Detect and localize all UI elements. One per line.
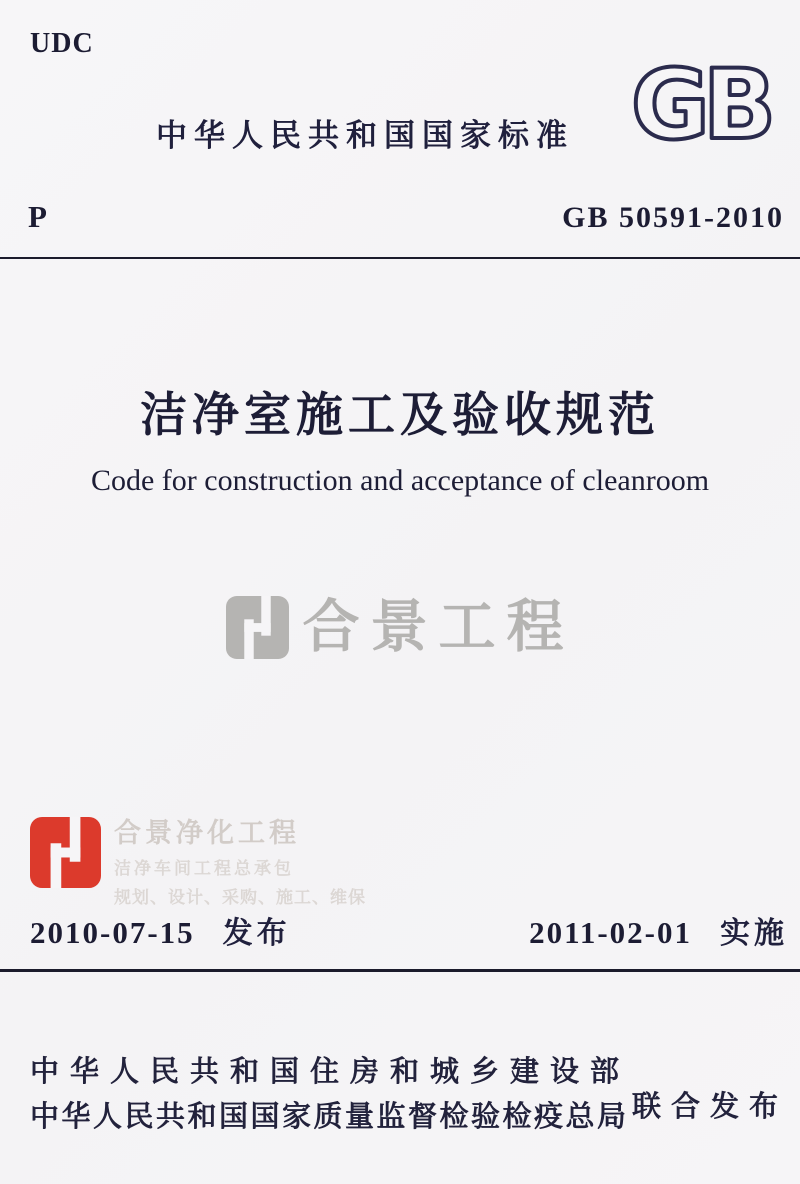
standard-number: GB 50591-2010 bbox=[562, 201, 784, 234]
watermark-text: 合景工程 bbox=[302, 595, 575, 659]
publishers-block bbox=[30, 1050, 788, 1140]
publisher-ministry-housing: 中华人民共和国住房和城乡建设部 bbox=[30, 1056, 631, 1088]
footer-divider-line bbox=[0, 969, 800, 972]
company-tagline: 洁净车间工程总承包 bbox=[114, 859, 294, 879]
company-services: 规划、设计、采购、施工、维保 bbox=[114, 888, 366, 908]
dates-row bbox=[30, 908, 788, 952]
company-logo-block bbox=[30, 816, 366, 908]
issue-label: 发布 bbox=[222, 917, 291, 950]
company-text-block bbox=[114, 816, 366, 908]
joint-publish-label: 联合发布 bbox=[631, 1091, 788, 1123]
gb-standard-logo bbox=[616, 56, 784, 156]
watermark-h-logo-icon bbox=[226, 596, 289, 659]
issue-date-group bbox=[30, 908, 291, 952]
company-h-logo-icon bbox=[30, 816, 101, 889]
national-standard-caption: 中华人民共和国国家标准 bbox=[156, 118, 574, 153]
effective-date: 2011-02-01 bbox=[529, 915, 692, 950]
udc-label: UDC bbox=[30, 28, 94, 59]
publisher-aqsiq: 中华人民共和国国家质量监督检验检疫总局 bbox=[30, 1101, 629, 1133]
effective-label: 实施 bbox=[720, 917, 788, 950]
title-english: Code for construction and acceptance of cleanroom bbox=[90, 464, 710, 497]
issue-date: 2010-07-15 bbox=[30, 915, 195, 950]
header-divider-line bbox=[0, 257, 800, 259]
watermark bbox=[0, 596, 800, 659]
effective-date-group bbox=[529, 908, 788, 952]
company-name: 合景净化工程 bbox=[114, 818, 300, 848]
document-class-label: P bbox=[28, 199, 47, 234]
gb-logo-text: GB bbox=[631, 56, 769, 156]
title-chinese: 洁净室施工及验收规范 bbox=[140, 390, 660, 442]
